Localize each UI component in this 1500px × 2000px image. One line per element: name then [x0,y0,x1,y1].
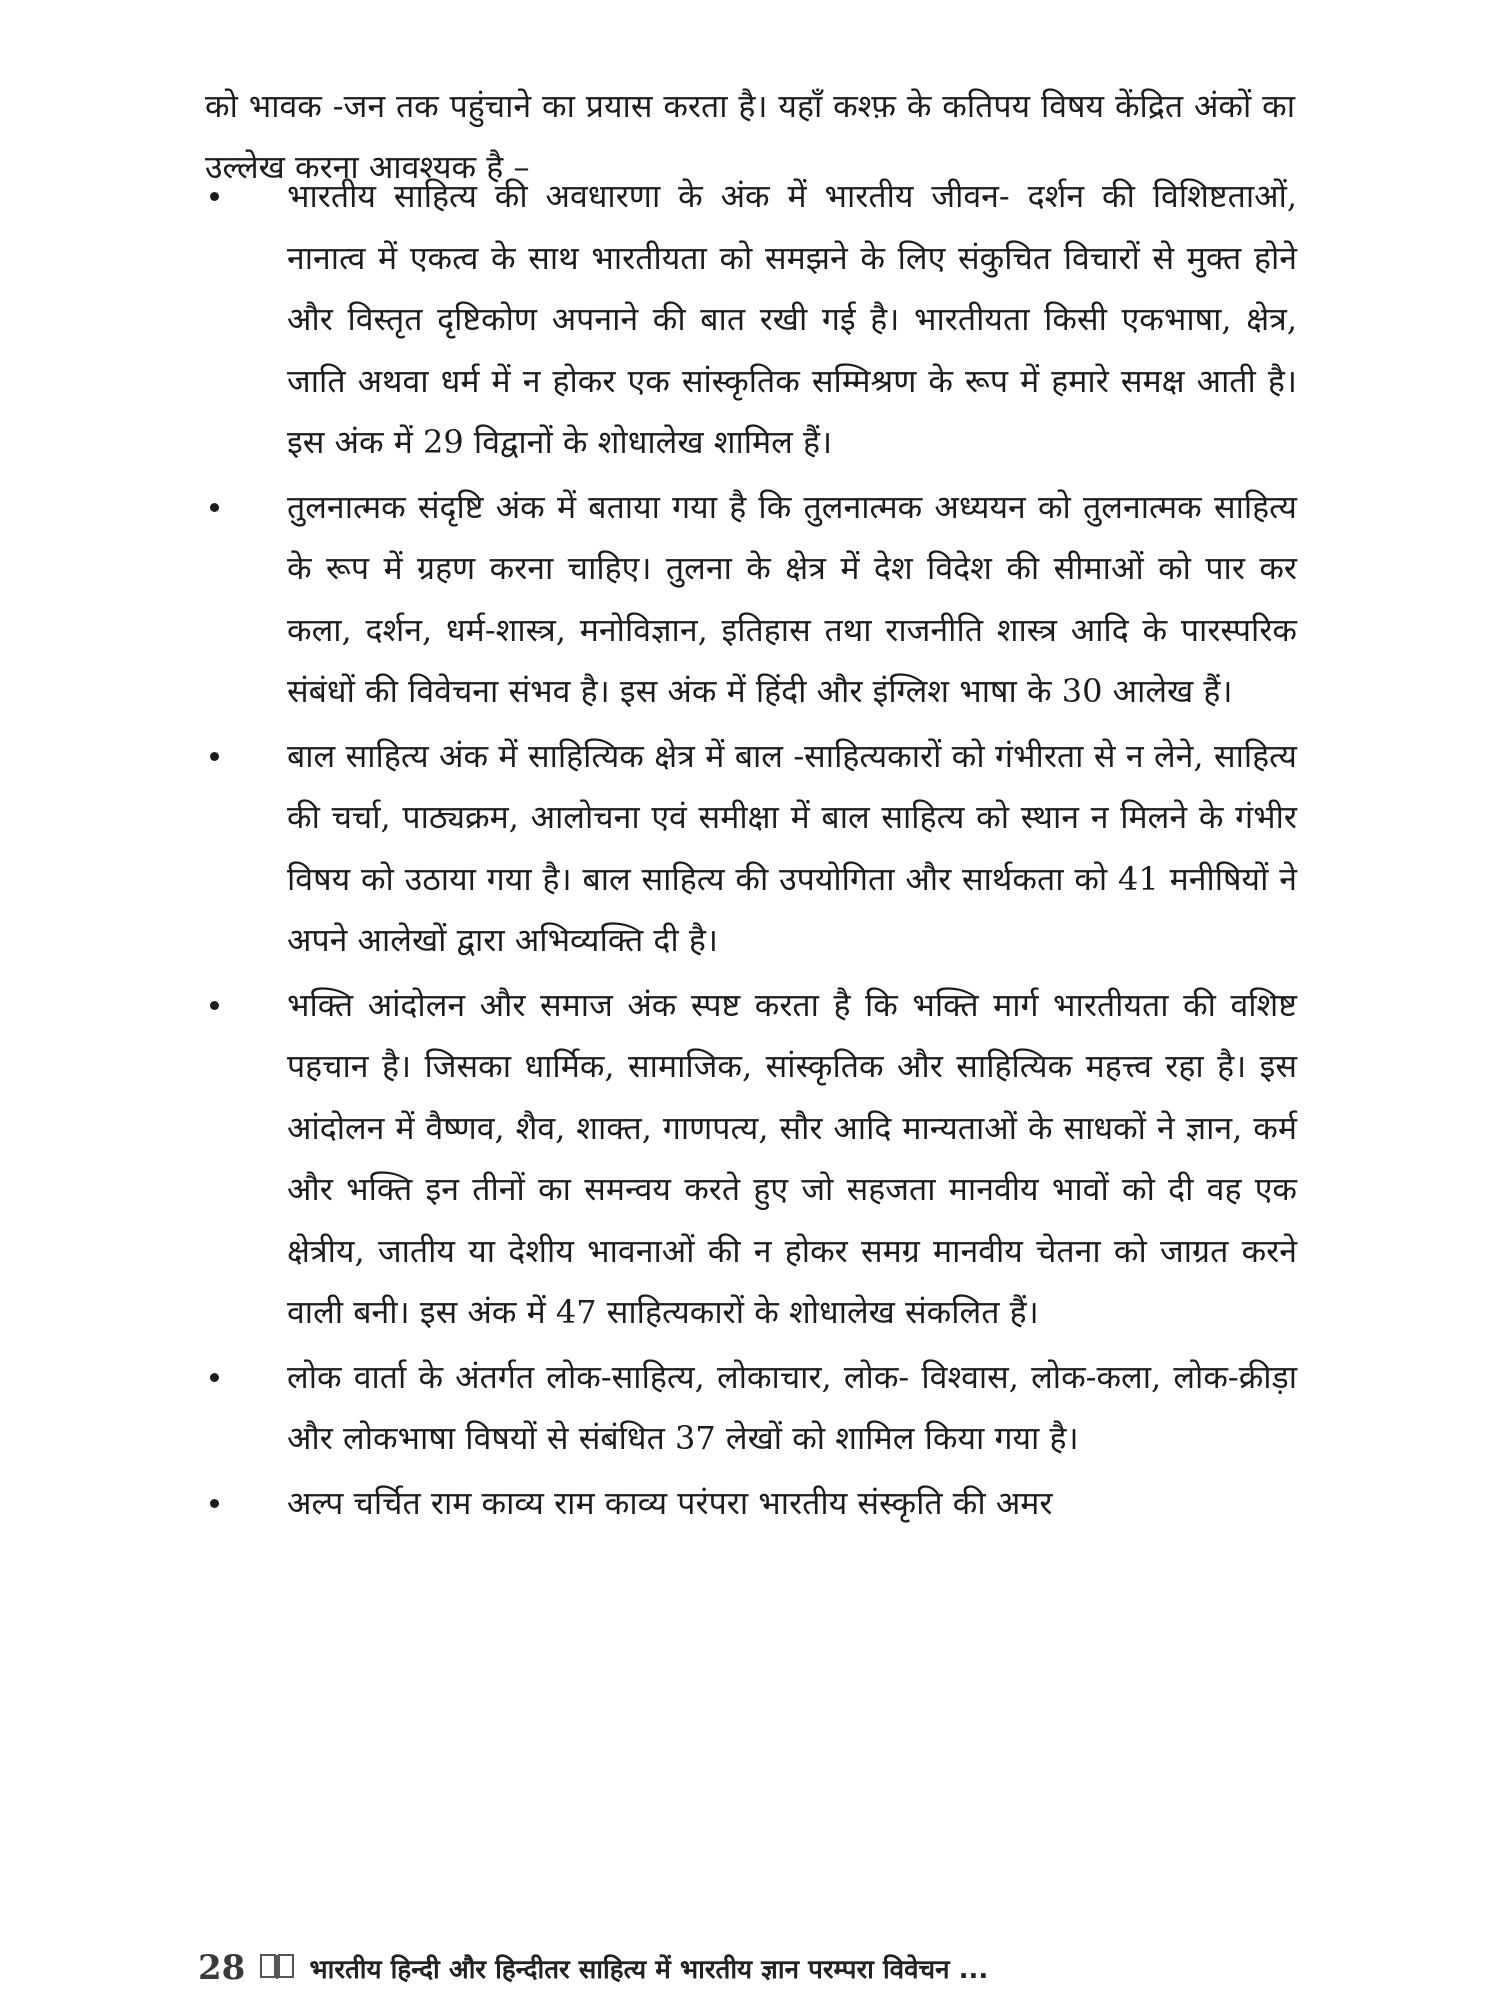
bullet-text: बाल साहित्य अंक में साहित्यिक क्षेत्र में बाल -साहित्यकारों को गंभीरता से न लेने, साहित्य की चर्चा, पाठ्यक्रम, आलोचना एवं समीक्षा में बाल साहित्य को स्थान न मिलने के गंभीर विषय को उठाया गया है। बाल साहित्य की उपयोगिता और सार्थकता को 41 मनीषियों ने अपने आलेखों द्वारा अभिव्यक्ति दी है। [287,736,1297,959]
bullet-text: भक्ति आंदोलन और समाज अंक स्पष्ट करता है कि भक्ति मार्ग भारतीयता की वशिष्ट पहचान है। जिसका धार्मिक, सामाजिक, सांस्कृतिक और साहित्यिक महत्त्व रहा है। इस आंदोलन में वैष्णव, शैव, शाक्त, गाणपत्य, सौर आदि मान्यताओं के साधकों ने ज्ञान, कर्म और भक्ति इन तीनों का समन्वय करते हुए जो सहजता मानवीय भावों को दी वह एक क्षेत्रीय, जातीय या देशीय भावनाओं की न होकर समग्र मानवीय चेतना को जाग्रत करने वाली बनी। इस अंक में 47 साहित्यकारों के शोधालेख संकलित हैं। [287,985,1297,1331]
bullet-icon [210,192,219,201]
intro-paragraph: को भावक -जन तक पहुंचाने का प्रयास करता है। यहाँ कश्फ़ के कतिपय विषय केंद्रित अंकों का उल्लेख करना आवश्यक है – [205,87,1295,186]
bullet-icon [210,1001,219,1010]
bullet-text: लोक वार्ता के अंतर्गत लोक-साहित्य, लोकाचार, लोक- विश्वास, लोक-कला, लोक-क्रीड़ा और लोकभाषा विषयों से संबंधित 37 लेखों को शामिल किया गया है। [287,1357,1297,1457]
list-item [287,477,1297,723]
list-item [287,1347,1297,1470]
list-item [287,1473,1297,1535]
list-item [287,166,1297,474]
bullet-list [287,166,1297,1537]
page-number: 28 [198,1948,246,1988]
running-title: भारतीय हिन्दी और हिन्दीतर साहित्य में भारतीय ज्ञान परम्परा विवेचन ... [309,1955,989,1985]
bullet-icon [210,752,219,761]
open-book-icon [259,1951,295,1985]
list-item [287,726,1297,972]
bullet-text: तुलनात्मक संदृष्टि अंक में बताया गया है कि तुलनात्मक अध्ययन को तुलनात्मक साहित्य के रूप में ग्रहण करना चाहिए। तुलना के क्षेत्र में देश विदेश की सीमाओं को पार कर कला, दर्शन, धर्म-शास्त्र, मनोविज्ञान, इतिहास तथा राजनीति शास्त्र आदि के पारस्परिक संबंधों की विवेचना संभव है। इस अंक में हिंदी और इंग्लिश भाषा के 30 आलेख हैं। [287,487,1297,710]
bullet-text: अल्प चर्चित राम काव्य राम काव्य परंपरा भारतीय संस्कृति की अमर [287,1483,1053,1522]
list-item [287,975,1297,1344]
page-footer [198,1948,988,1988]
bullet-icon [210,503,219,512]
bullet-icon [210,1373,219,1382]
bullet-icon [210,1499,219,1508]
bullet-text: भारतीय साहित्य की अवधारणा के अंक में भारतीय जीवन- दर्शन की विशिष्टताओं, नानात्व में एकत्व के साथ भारतीयता को समझने के लिए संकुचित विचारों से मुक्त होने और विस्तृत दृष्टिकोण अपनाने की बात रखी गई है। भारतीयता किसी एकभाषा, क्षेत्र, जाति अथवा धर्म में न होकर एक सांस्कृतिक सम्मिश्रण के रूप में हमारे समक्ष आती है। इस अंक में 29 विद्वानों के शोधालेख शामिल हैं। [287,177,1297,461]
